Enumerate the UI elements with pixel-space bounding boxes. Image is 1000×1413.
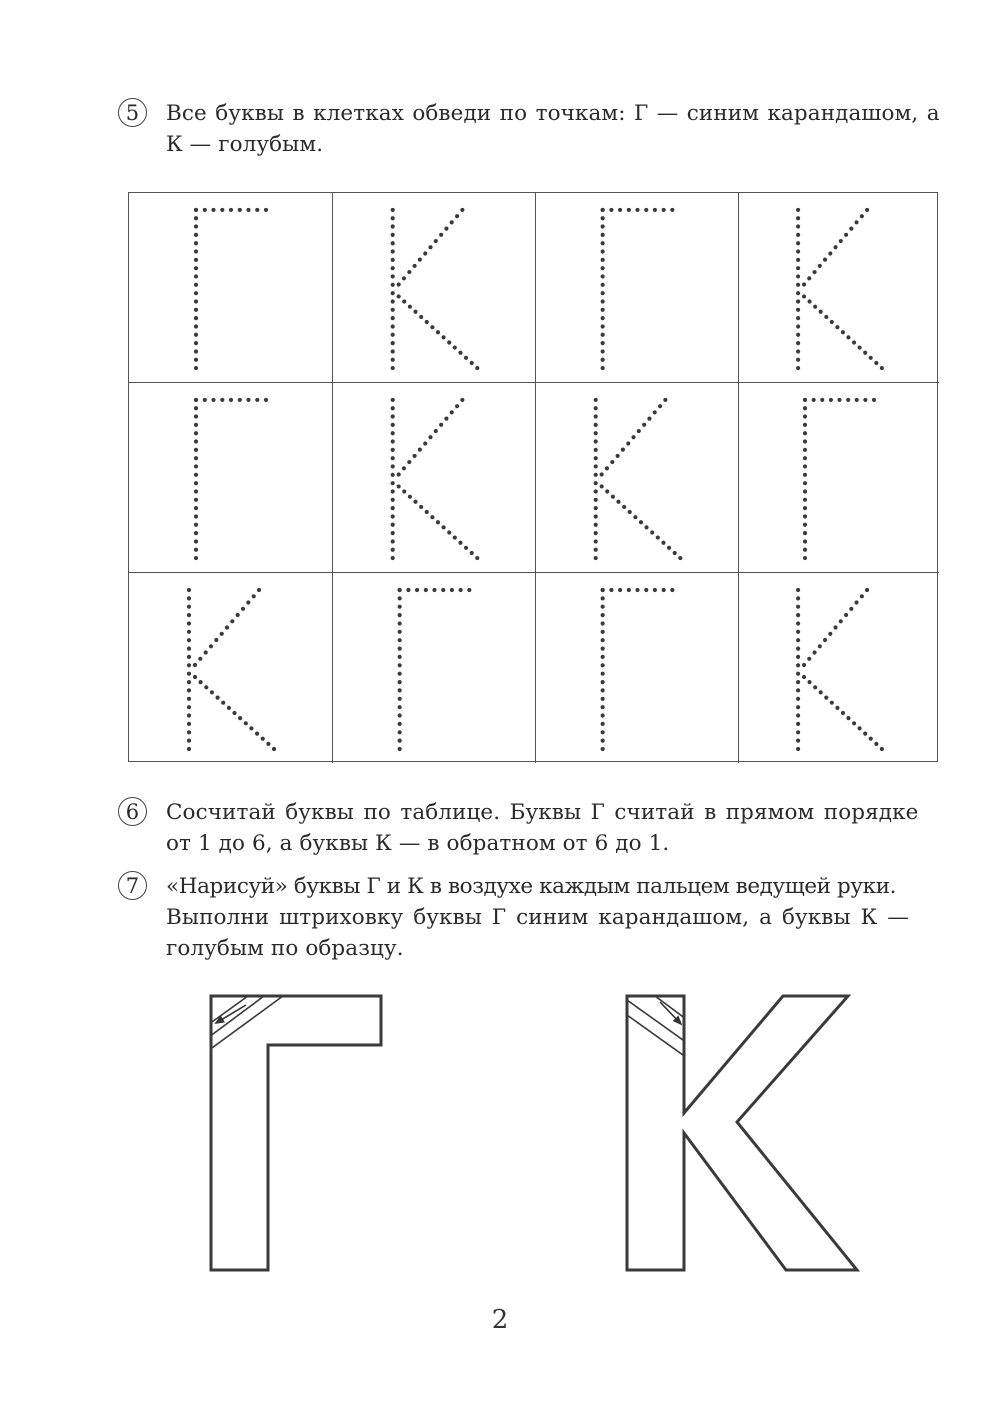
grid-cell-g <box>129 193 333 383</box>
dotted-letter-k <box>739 193 939 382</box>
outlined-letter-k <box>627 996 857 1270</box>
task-7 <box>118 871 948 964</box>
task-5 <box>118 98 948 160</box>
dotted-letter-grid <box>128 192 938 762</box>
grid-cell-k <box>739 573 939 763</box>
task-text-line: «Нарисуй» буквы Г и К в воздухе каждым пальцем ведущей руки. <box>166 874 897 899</box>
dotted-letter-k <box>333 383 535 572</box>
task-number-badge: 5 <box>118 98 147 127</box>
dotted-letter-k <box>536 383 738 572</box>
dotted-letter-g <box>536 193 738 382</box>
grid-cell-g <box>536 573 739 763</box>
dotted-letter-g <box>333 573 535 763</box>
arrow-icon <box>216 1005 246 1023</box>
grid-cell-k <box>129 573 333 763</box>
dotted-letter-k <box>129 573 332 763</box>
dotted-letter-g <box>536 573 738 763</box>
task-text <box>166 871 948 964</box>
task-text <box>166 797 948 859</box>
hatch-lines <box>205 996 283 1053</box>
task-text-line: Все буквы в клетках обведи по точкам: Г — синим карандашом, а <box>166 101 940 126</box>
grid-cell-g <box>536 193 739 383</box>
task-6 <box>118 797 948 859</box>
task-text-line: голубым по образцу. <box>166 936 404 961</box>
hatch-lines <box>627 996 690 1060</box>
task-text-line: от 1 до 6, а буквы К — в обратном от 6 до 1. <box>166 831 670 856</box>
dotted-letter-g <box>129 193 332 382</box>
grid-cell-k <box>536 383 739 573</box>
dotted-letter-k <box>333 193 535 382</box>
task-text-line: К — голубым. <box>166 132 324 157</box>
dotted-letter-g <box>129 383 332 572</box>
grid-cell-k <box>333 383 536 573</box>
task-text-line: Сосчитай буквы по таблице. Буквы Г считай в прямом порядке <box>166 800 919 825</box>
task-text <box>166 98 948 160</box>
grid-cell-g <box>129 383 333 573</box>
dotted-letter-g <box>739 383 939 572</box>
dotted-letter-k <box>739 573 939 763</box>
grid-cell-k <box>739 193 939 383</box>
task-number-badge: 7 <box>118 871 147 900</box>
grid-cell-k <box>333 193 536 383</box>
task-text-line: Выполни штриховку буквы Г синим карандашом, а буквы К — <box>166 905 909 930</box>
arrow-icon <box>660 1002 681 1024</box>
grid-cell-g <box>739 383 939 573</box>
page-number: 2 <box>491 1305 509 1335</box>
grid-cell-g <box>333 573 536 763</box>
outlined-letter-g <box>205 996 381 1270</box>
task-number-badge: 6 <box>118 797 147 826</box>
